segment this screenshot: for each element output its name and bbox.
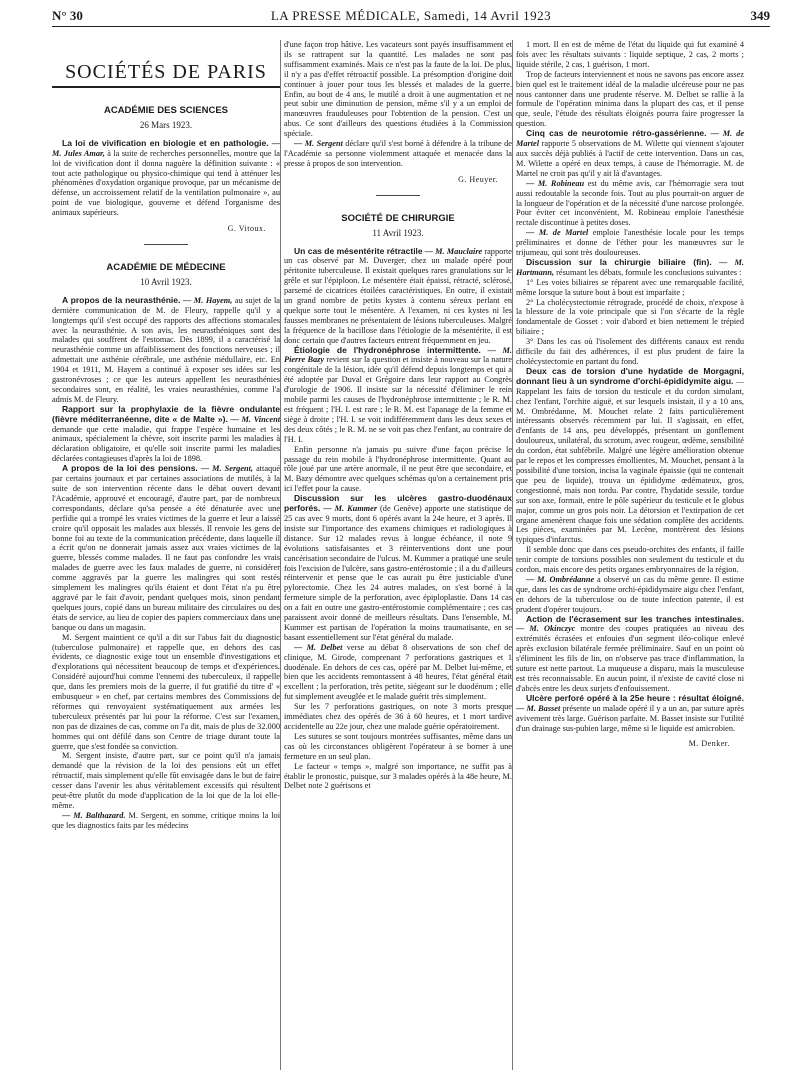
article-paragraph: [516, 545, 744, 575]
section-main-title: SOCIÉTÉS DE PARIS: [52, 60, 280, 88]
article-paragraph: [516, 129, 744, 179]
body-text: rapporte 5 observations de M. Wilette qui viennent s'ajouter aux succès déjà publiés à l'actif de cette intervention. Dans un cas, M. Wilette a opéré en deux temps, à cause de l'hémorragie. M. de Martel ne croit pas qu'il y ait là d'avantages.: [516, 139, 744, 178]
article-paragraph: [516, 575, 744, 615]
author: — M. Vincent: [230, 414, 280, 424]
article-paragraph: [52, 405, 280, 464]
signature: G. Vitoux.: [227, 224, 266, 234]
body-text: 3° Dans les cas où l'isolement des différents canaux est rendu difficile du fait des adhérences, il est plus prudent de faire la cholécystectomie en partant du fond.: [516, 337, 744, 366]
article-paragraph: [52, 464, 280, 632]
article-title: Discussion sur les ulcères gastro-duodénaux perforés.: [284, 493, 512, 514]
author: — M. Delbet: [294, 642, 343, 652]
article-title: Ulcère perforé opéré à la 25e heure : résultat éloigné.: [526, 692, 744, 703]
author: — M. Balthazard.: [62, 810, 126, 820]
article-title: A propos de la neurasthénie.: [62, 294, 181, 305]
article-paragraph: [516, 615, 744, 694]
body-text: Les sutures se sont toujours montrées suffisantes, même dans un cas où les circonstances obligèrent l'opérateur à se borner à une fermeture en un seul plan.: [284, 731, 512, 761]
author: — M. Jules Amar,: [52, 138, 280, 158]
body-text: Il semble donc que dans ces pseudo-orchites des enfants, il faille tenir compte de torsions possibles non seulement du testicule et du cordon, mais encore des petits organes embryonnaires de la région.: [516, 545, 744, 575]
body-text: M. Sergent maintient ce qu'il a dit sur l'abus fait du diagnostic (tuberculose pulmonaire) et rappelle que, en dehors des cas évidents, ce diagnostic exige tout un ensemble d'investigations et d'explorations qui nécessitent beaucoup de temps et d'expériences. Considéré aujourd'hui comme l'ennemi des tuberculeux, il rappelle que, dans les premiers mois de la guerre, il fut gratifié du titre d' « embusqueur » en chef, par certains membres des Commissions de réformes qui renvoyaient systématiquement aux armées les tuberculeux présentés par lui pour la réforme. C'est sur l'examen, non pas de dizaines de cas, comme on l'a dit, mais de plus de 32.000 hommes qui ont défilé dans son Centre de triage durant toute la guerre, que s'est fondée sa conviction.: [52, 632, 280, 751]
column-1: [52, 40, 280, 1074]
article-paragraph: [516, 694, 744, 734]
paragraph: d'une façon trop hâtive. Les vacateurs sont payés insuffisamment et ils se rattrapent sur la quantité. Les malades ne sont pas suffisamment examinés. Mais ce n'est pas la faute de la loi. De plus, il n'y a pas d'effet rétroactif possible. La présomption d'origine doit continuer à jouer pour tous les blessés et malades de la guerre. Enfin, au bout de 4 ans, le mutilé a droit à une augmentation et ne peut subir une diminution de pension, même s'il y a un emploi de manœuvres frauduleuses pour l'obtention de la pension. C'est un abus. Ce sont d'ailleurs des questions étudiées à la Commission spéciale.: [284, 40, 512, 139]
body-text: montre des coupes pratiquées au niveau des extrémités écrasées et enfouies d'un segment iléo-colique enlevé après exclusion bilatérale fermée préliminaire. Sauf en un point où s'éliminent les fils de lin, on n'observe pas trace d'inflammation, la suture est nette partout. La muqueuse a disparu, mais la musculeuse est très reconnaissable. En aucun point, il n'existe de cavité close ni d'abcès entre les deux surjets d'enfouissement.: [516, 624, 744, 693]
author: — M. Okinczyc: [516, 624, 576, 634]
author: — M. Pierre Bazy: [284, 345, 512, 365]
separator: [144, 244, 188, 245]
article-title: Action de l'écrasement sur les tranches intestinales.: [526, 613, 744, 624]
page-header: [52, 6, 770, 27]
body-text: au sujet de la dernière communication de M. de Fleury, rappelle qu'il y a longtemps qu'il s'est occupé des rapports des affections stomacales avec la neurasthénie. A son avis, les neurasthéniques sont des malades qui souffrent de l'estomac. Dès 1899, il a caractérisé la neurasthénie comme un affaiblissement des fonctions nerveuses ; il admettait une asthénie cérébrale, une asthénie médullaire, etc. En 1904 et 1911, M. Hayem a continué à exposer ses idées sur les gastronévroses ; ce que les auteurs appellent les neurasthénies secondaires sont, en réalité, les vraies neurasthénies, comme l'a admis M. de Fleury.: [52, 295, 280, 404]
article-paragraph: [516, 278, 744, 298]
page-number: 349: [750, 8, 770, 23]
article-paragraph: [516, 337, 744, 367]
article-title: A propos de la loi des pensions.: [62, 463, 198, 474]
body-text: 1° Les voies biliaires se réparent avec une remarquable facilité, même lorsque la suture bout à bout est imparfaite ;: [516, 277, 744, 297]
body-text: attaqué par certains journaux et par certaines associations de mutilés, à la suite de son intervention récente dans le débat ouvert devant l'Académie, approuvé et encouragé, d'autre part, par de nombreux correspondants, déclare qu'sa pensée a été dénaturée avec une perfidie qui a trompé les vraies victimes de la guerre et leur a laissé croire qu'il opposait les malades aux blessés. Il renvoie les gens de bonne foi au texte de la communication précédente, dans laquelle il a écrit qu'on ne donnerait jamais assez aux vraies victimes de la guerre, blessés comme malades. Il ne faut pas confondre les vrais malades de guerre avec les faux malades de guerre, ni considérer comme aggravés par la guerre les malingres qui sont restés simplement les malingres qu'ils étaient et dont l'état n'a pu être aggravé par le fait d'avoir, pendant quelques mois, sinon pendant quelques jours, copié dans un bureau militaire des circulaires ou des états de service, au lieu de copier des papiers commerciaux dans une banque ou dans un magasin.: [52, 464, 280, 632]
paragraph: [284, 139, 512, 169]
author: — M. Robineau: [526, 178, 585, 188]
signature: G. Heuyer.: [458, 174, 498, 184]
article-paragraph: [516, 298, 744, 338]
article-paragraph: [284, 247, 512, 346]
body-text: résumant les débats, formule les conclusions suivantes :: [556, 267, 742, 277]
article-paragraph: [52, 633, 280, 752]
article-list: [52, 139, 280, 218]
body-text: Enfin personne n'a jamais pu suivre d'une façon précise le passage du rein mobile à l'hydronéphrose intermittente. Quant au rôle joué par une artère anormale, il ne peut être que secondaire, et M. Bazy démontre avec quelques schémas qu'on a certainement pris ici l'effet pour la cause.: [284, 444, 512, 494]
body-text: demande que cette maladie, qui frappe l'espèce humaine et les animaux, spécialement la chèvre, soit inscrite parmi les maladies à déclaration obligatoire, et qu'elle soit inscrite parmi les maladies déclarées contagieuses d'après la loi de 1898.: [52, 424, 280, 464]
article-paragraph: [284, 732, 512, 762]
article-paragraph: [516, 179, 744, 229]
body-text: M. Sergent, en somme, critique moins la loi que les diagnostics faits par les médecins: [52, 810, 280, 830]
author: — M. Ombrédanne: [526, 574, 595, 584]
article-paragraph: [52, 811, 280, 831]
article-paragraph: [516, 367, 744, 545]
author: — M. de Martel: [516, 129, 744, 149]
body-text: (de Genève) apporte une statistique de 25 cas avec 9 morts, dont 6 opérés avant la 24e heure, et 3 après. Il insiste sur l'importance des examens chimiques et radiologiques à distance. Sur 12 malades revus à longue échéance, il note 9 évolutions satisfaisantes et 3 réinterventions dont une pour cancérisation secondaire de l'ulcus. M. Kummer a pratiqué une seule fois l'excision de l'ulcère, sans gastro-entérostomie ; il a du d'ailleurs réintervenir et pense que le cas aurait pu être justiciable d'une pylorectomie. Chez les 24 autres malades, on s'est borné à la fermeture simple de la perforation, avec épiploplastie. Dans 14 cas on a fait en outre une gastro-entérostomie complémentaire ; ces cas paraissent avoir donné de meilleurs résultats. Dans l'ensemble, M. Kummer est partisan de l'opération la moins traumatisante, en se basant essentiellement sur l'état général du malade.: [284, 504, 512, 642]
body-text: 1 mort. Il en est de même de l'état du liquide qui fut examiné 4 fois avec les résultats suivants : liquide septique, 2 cas, 2 morts ; liquide stérile, 2 cas, 1 guérison, 1 mort.: [516, 40, 744, 69]
article-paragraph: [52, 751, 280, 810]
body-text: présente un malade opéré il y a un an, par suture après avivement très large. Guérison parfaite. M. Basset insiste sur l'utilité d'un drainage sus-pubien large, même si le liquide est amicrobien.: [516, 703, 744, 733]
article-paragraph: [516, 40, 744, 70]
body-text: Trop de facteurs interviennent et nous ne savons pas encore assez bien quel est le traitement idéal de la maladie ulcéreuse pour ne pas nous cantonner dans une prudente réserve. M. Delbet se rallie à la formule de l'opération minima dans la plupart des cas, et il pense que, seule, l'étude des résultats éloignés pourra faire progresser la question.: [516, 69, 744, 129]
article-paragraph: [284, 445, 512, 495]
article-paragraph: [284, 346, 512, 445]
article-list: [516, 40, 744, 733]
signature: M. Denker.: [688, 739, 730, 749]
body-text: emploie l'anesthésie locale pour les temps préliminaires et donne de l'éther pour les manœuvres sur le trijumeau, qui sont très douloureuses.: [516, 228, 744, 258]
column-2: [284, 40, 512, 1074]
article-title: Étiologie de l'hydronéphrose intermittente.: [294, 344, 481, 355]
article-paragraph: [52, 296, 280, 405]
article-title: Discussion sur la chirurgie biliaire (fin).: [526, 256, 712, 267]
body-text: Le facteur « temps », malgré son importance, ne suffit pas à établir le pronostic, puisque, sur 3 malades opérés à la 48e heure, M. Delbet note 2 guérisons et: [284, 761, 512, 791]
article-paragraph: [284, 762, 512, 792]
academy-title: ACADÉMIE DE MÉDECINE: [106, 261, 226, 273]
article-paragraph: [52, 139, 280, 218]
author: — M. de Martel: [526, 228, 589, 238]
separator: [376, 195, 420, 196]
session-date: 26 Mars 1923.: [139, 119, 193, 130]
author: — M. Hartmann,: [516, 257, 744, 277]
article-list: [284, 247, 512, 792]
article-title: Deux cas de torsion d'une hydatide de Morgagni, donnant lieu à un syndrome d'orchi-épididymite aigu.: [516, 365, 744, 386]
body-text: — Rappelant les faits de torsion du testicule et du cordon simulant, chez l'enfant, l'orchite aiguë, et sur lesquels insistait, il y a 10 ans, M. Ombrédanne, M. Mouchet relate 2 faits particulièrement intéressants observés récemment par lui. Il s'agissait, en effet, d'enfants de 14 ans, peu développés, présentant un gonflement douloureux, unilatéral, du scrotum, avec rougeur, œdème, sensibilité du cordon, état subfébrile. Malgré une légère amélioration obtenue par le repos et les compresses émollientes, M. Mouchet, pensant à la possibilité d'une torsion, incisa la vaginale épaissie (qui ne contenait que peu de liquide), trouva un épididyme œdémateux, gros, congestionné, mais non tordu. Par contre, l'hydatide sessile, tordue sur son axe, formait, entre le pôle supérieur du testicule et le globus major, comme un gros pois noir. La détorsion et l'extirpation de cet organe amenèrent chaque fois une sédation complète des accidents. Les pièces, examinées par M. Lecène, montrèrent des lésions typiques d'infarctus.: [516, 376, 744, 545]
body-text: à la suite de recherches personnelles, montre que la loi de vivification dont il donna naguère la définition suivante : « tout acte pathologique ou physico-chimique qui tend à atténuer les phénomènes d'oxydation organique provoque, par un mécanisme de défense, un accroissement relatif de la ventilation pulmonaire », au point de vue biologique, gouverne et défend l'organisme des animaux supérieurs.: [52, 148, 280, 218]
author: — M. Basset: [516, 703, 561, 713]
body-text: verse au débat 8 observations de son chef de clinique, M. Girode, comprenant 7 perforations gastriques et 1 duodénale. En dehors de ces cas, opéré par M. Delbet lui-même, et bien que les accidents remontassent à 48 heures, l'état général était excellent ; la perforation, très petite, siégeant sur le duodénum ; elle fut simplement aveuglée et le malade guérit très simplement.: [284, 642, 512, 702]
author: — M. Kummer: [323, 504, 378, 514]
body-text: revient sur la question et insiste à nouveau sur la nature congénitale de la lésion, idée qu'il défend depuis longtemps et qui a été adoptée par Duval et Grégoire dans leur rapport au Congrès d'urologie de 1906. Il insiste sur la nécessité d'éliminer le rein mobile parmi les causes de l'hydronéphrose intermittente ; le R. M. est fréquent ; l'H. I. est rare ; le R. M. est l'apanage de la femme et siège à droite ; l'H. I. se voit indifféremment dans les deux sexes et des deux côtés ; le R. M. ne se voit pas chez l'enfant, au contraire de l'H. I.: [284, 355, 512, 444]
article-paragraph: [284, 702, 512, 732]
article-paragraph: [284, 643, 512, 702]
article-list: [52, 296, 280, 831]
article-title: Rapport sur la prophylaxie de la fièvre ondulante (fièvre méditerranéenne, dite « de Malte »).: [52, 403, 280, 424]
body-text: rapporte un cas observé par M. Duverger, chez un malade opéré pour péritonite tuberculeuse. Il existait quelques rares granulations sur le grêle et sur l'épiploon. Le mésentère était épaissi, rétracté, sclérosé, parsemé de cicatrices étoilées caractéristiques. En outre, il existait un grand nombre de petits kystes à contenu séreux perlant en quelque sorte tout le mésentère. A l'examen, ni ces kystes ni les fausses membranes ne présentaient de lésions tuberculeuses. Malgré la fréquence de la bacillose dans l'étiologie de la mésentérite, il est donc certain que d'autres facteurs entrent fréquemment en jeu.: [284, 246, 512, 345]
body-text: déclare qu'il s'est borné à défendre à la tribune de l'Académie sa personne violemment attaquée et menacée dans la presse à propos de son intervention.: [284, 139, 512, 168]
author: — M. Hayem,: [182, 295, 233, 305]
body-text: a observé un cas du même genre. Il estime que, dans les cas de syndrome orchi-épididymaire aigu chez l'enfant, en dehors de la tuberculose ou de toute infection patente, il est prudent d'opérer toujours.: [516, 574, 744, 614]
article-title: Cinq cas de neurotomie rétro-gassérienne.: [526, 128, 707, 139]
column-3: [516, 40, 744, 1074]
session-date: 10 Avril 1923.: [140, 276, 192, 287]
author: — M. Sergent: [294, 139, 343, 149]
body-text: 2° La cholécystectomie rétrograde, procédé de choix, n'expose à la blessure de la voie principale que si l'on s'écarte de la règle fondamentale de Gosset : voir d'abord et bien nettement le trépied biliaire ;: [516, 297, 744, 337]
article-paragraph: [516, 70, 744, 129]
author: — M. Sergent,: [200, 464, 254, 474]
article-paragraph: [284, 494, 512, 643]
academy-title: ACADÉMIE DES SCIENCES: [103, 105, 229, 116]
body-text: est du même avis, car l'hémorragie sera tout aussi redoutable la seconde fois. Tout au plus pourrait-on arguer de la longueur de l'opération et de la nécessité d'une narcose prolongée. Pour éviter cet inconvénient, M. Robineau emploie l'anesthésie rectale discontinue à petites doses.: [516, 178, 744, 228]
issue-number: N° 30: [52, 8, 83, 23]
author: — M. Mauclaire: [424, 246, 483, 256]
column-rule: [512, 40, 513, 1070]
body-text: Sur les 7 perforations gastriques, on note 3 morts presque immédiates chez des opérés de 36 à 60 heures, et 1 mort tardive accidentelle au 22e jour, chez une malade guérie opératoirement.: [284, 702, 512, 731]
column-rule: [280, 40, 281, 1070]
society-title: SOCIÉTÉ DE CHIRURGIE: [341, 212, 455, 224]
body-text: M. Sergent insiste, d'autre part, sur ce point qu'il n'a jamais demandé que la révision de la loi des pensions eût un effet rétroactif, mais simplement qu'elle fût envisagée dans le but de faire cesser dans l'avenir les abus véritablement excessifs qui résultent peut-être plutôt du mode d'application de la loi que de la loi elle-même.: [52, 751, 280, 810]
session-date: 11 Avril 1923.: [372, 227, 424, 238]
article-title: Un cas de mésentérite rétractile: [294, 245, 423, 256]
article-title: La loi de vivification en biologie et en pathologie.: [62, 137, 269, 148]
journal-title: LA PRESSE MÉDICALE, Samedi, 14 Avril 1923: [270, 8, 552, 23]
article-paragraph: [516, 258, 744, 278]
article-paragraph: [516, 228, 744, 258]
